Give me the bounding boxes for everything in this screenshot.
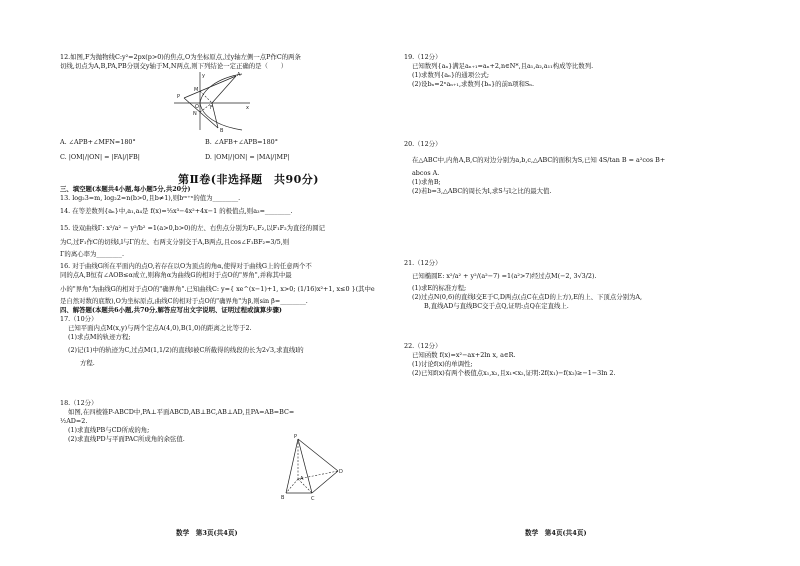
page-3-footer: 数学 第3页(共4页) bbox=[176, 529, 238, 537]
fill-in-header: 三、填空题(本题共4小题,每小题5分,共20分) bbox=[60, 185, 191, 193]
q20-head: 20.（12分） bbox=[404, 140, 442, 148]
q17-head: 17.（10分） bbox=[60, 315, 98, 323]
fig1-label: x bbox=[246, 105, 249, 111]
q22-head: 22.（12分） bbox=[404, 342, 442, 350]
q21-line2: (1)求E的标准方程; bbox=[412, 284, 467, 292]
q19-line1: 已知数列{aₙ}满足aₙ₊₁=aₙ+2,n∈N*,且a₁,a₂,a₁₁构成等比数列. bbox=[412, 62, 594, 70]
q19-line3: (2)设bₙ=2ⁿaₙ₊₁,求数列{bₙ}的前n项和Sₙ. bbox=[412, 80, 535, 88]
q17-line2: (1)求点M的轨迹方程; bbox=[68, 333, 131, 341]
parabola-figure bbox=[172, 70, 252, 134]
solve-header: 四、解答题(本题共6小题,共70分,解答应写出文字说明、证明过程或演算步骤) bbox=[60, 306, 282, 314]
q17-line4: 方程. bbox=[80, 359, 95, 367]
fig1-label: P bbox=[177, 94, 181, 100]
q21-line1: 已知椭圆E: x²/a² + y²/(a²−7) =1(a²>7)经过点M(−2, 3√3/2). bbox=[412, 272, 597, 280]
fig2-label: P bbox=[294, 434, 298, 440]
q18-line2: ½AD=2. bbox=[60, 417, 88, 425]
q12-option-c: C. |OM|/|ON| = |FA|/|FB| bbox=[60, 153, 140, 161]
q18-head: 18.（12分） bbox=[60, 399, 98, 407]
q12-option-b: B. ∠AFB+∠APB=180° bbox=[205, 138, 278, 146]
q19-line2: (1)求数列{aₙ}的通项公式; bbox=[412, 71, 490, 79]
q16-line4: 是自然对数的底数),O为坐标原点,曲线C的相对于点O的"确界角"为β,则sin β=________. bbox=[60, 297, 308, 305]
q19-head: 19.（12分） bbox=[404, 53, 442, 61]
section-title: 第Ⅱ卷(非选择题 共90分) bbox=[178, 173, 319, 186]
fig2-label: D bbox=[339, 469, 343, 475]
fig2-label: A bbox=[300, 476, 304, 482]
q15-line2: 为C,过F₁作C的切线l,l与Γ的左、右两支分别交于A,B两点,且cos∠F₁BF₂=3/5,则 bbox=[60, 238, 290, 246]
question-20 bbox=[404, 140, 665, 196]
pyramid-figure bbox=[280, 433, 344, 501]
fig1-label: A bbox=[237, 72, 241, 78]
fig1-label: y bbox=[202, 73, 205, 79]
question-19 bbox=[404, 53, 593, 89]
question-18 bbox=[60, 399, 294, 444]
q21-head: 21.（12分） bbox=[404, 259, 442, 267]
fig2-label: B bbox=[281, 495, 285, 501]
q21-line3: (2)过点N(0,6)的直线l交E于C,D两点(点C在点D的上方),E的上、下顶点分别为A, bbox=[412, 293, 643, 301]
q18-line3: (1)求直线PB与CD所成的角; bbox=[68, 426, 150, 434]
question-13: 13. log₂3=m, log₂2=n(b>0,且b≠1),则bᵐ⁺ⁿ的值为________. bbox=[60, 194, 241, 202]
q17-line3: (2)记(1)中的轨迹为C,过点M(1,1/2)的直线l被C所截得的线段的长为2√3,求直线l的 bbox=[68, 346, 304, 354]
page-4-footer: 数学 第4页(共4页) bbox=[525, 529, 587, 537]
fig1-label: B bbox=[220, 128, 224, 134]
question-22 bbox=[404, 342, 616, 378]
question-12 bbox=[60, 53, 301, 71]
question-21 bbox=[404, 259, 642, 311]
q18-line1: 如图,在四棱锥P-ABCD中,PA⊥平面ABCD,AB⊥BC,AB⊥AD,且PA=AB=BC= bbox=[68, 408, 295, 416]
q16-line1: 16. 对于曲线G所在平面内的点O,若存在以O为顶点的角α,使得对于曲线G上的任意两个不 bbox=[60, 262, 312, 270]
q22-line3: (2)已知f(x)有两个极值点x₁,x₂,且x₁<x₂,证明:2f(x₁)−f(x₂)≥−1−3ln 2. bbox=[412, 369, 616, 377]
q20-line1: 在△ABC中,内角A,B,C的对边分别为a,b,c,△ABC的面积为S,已知 4S/tan B = a²cos B+ bbox=[412, 156, 666, 164]
q12-line1: 12.如图,F为抛物线C:y²=2px(p>0)的焦点,O为坐标原点,过y轴左侧一点P作C的两条 bbox=[60, 53, 301, 61]
fill-in-section bbox=[60, 185, 375, 368]
q20-line3: (1)求角B; bbox=[412, 178, 441, 186]
q12-option-d: D. |OM|/|ON| = |MA|/|MP| bbox=[205, 153, 290, 161]
fig2-label: C bbox=[311, 496, 315, 501]
q22-line1: 已知函数 f(x)=x²−ax+2ln x, a∈R. bbox=[412, 351, 516, 359]
q15-line1: 15. 设双曲线Γ: x²/a² − y²/b² =1(a>0,b>0)的左、右焦点分别为F₁,F₂,以F₁F₂为直径的圆记 bbox=[60, 224, 325, 232]
q16-line2: 同的点A,B恒有∠AOB≤α成立,则称角α为曲线G的相对于点O的"界角",并称其中最 bbox=[60, 271, 292, 279]
page-4 bbox=[400, 0, 800, 566]
question-14: 14. 在等差数列{aₙ}中,a₁,a₄是 f(x)=⅓x³−4x²+4x−1 的极值点,则a₃=________. bbox=[60, 207, 293, 215]
q20-line4: (2)若b=3,△ABC的周长为l,求S与l之比的最大值. bbox=[412, 187, 552, 195]
q16-line3: 小的"界角"为曲线G的相对于点O的"确界角".已知曲线C: y={ xe^(x−1)+1, x>0; (1/16)x²+1, x≤0 }(其中e bbox=[60, 285, 375, 293]
q21-line4: B,直线AD与直线BC交于点Q,证明:点Q在定直线上. bbox=[424, 302, 569, 310]
fig1-label: M bbox=[194, 87, 199, 93]
fig1-label: N bbox=[193, 111, 197, 117]
q12-line2: 切线,切点为A,B,PA,PB分别交y轴于M,N两点,则下列结论一定正确的是（ ） bbox=[60, 62, 288, 70]
q18-line4: (2)求直线PD与平面PAC所成角的余弦值. bbox=[68, 435, 185, 443]
fig1-label: F bbox=[210, 105, 213, 111]
q17-line1: 已知平面内点M(x,y)与两个定点A(4,0),B(1,0)的距离之比等于2. bbox=[68, 324, 252, 332]
q15-line3: Γ的离心率为________. bbox=[60, 250, 124, 258]
q22-line2: (1)讨论f(x)的单调性; bbox=[412, 360, 473, 368]
q20-line2: abcos A. bbox=[412, 169, 440, 177]
fig1-label: O bbox=[195, 104, 199, 110]
q12-option-a: A. ∠APB+∠MFN=180° bbox=[60, 138, 136, 146]
